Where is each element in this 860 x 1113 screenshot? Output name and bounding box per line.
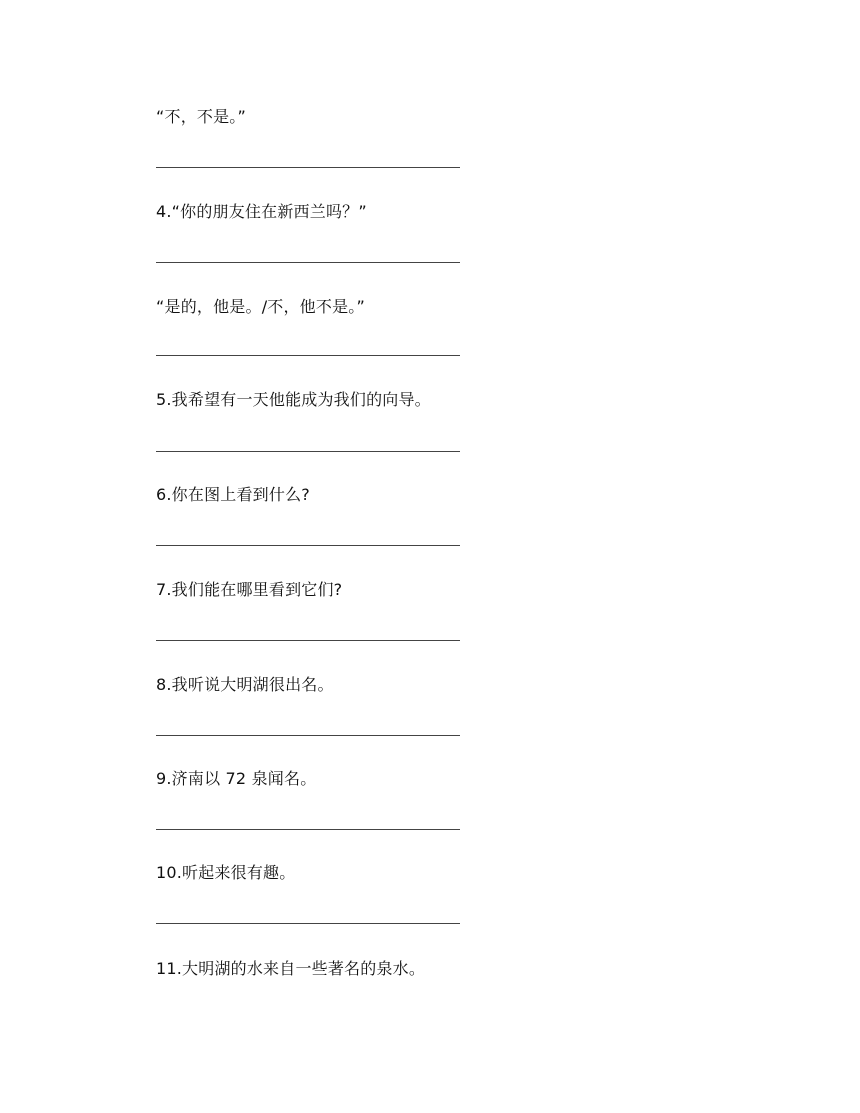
sentence-line-5: 6.你在图上看到什么? bbox=[156, 485, 310, 504]
answer-line-2[interactable] bbox=[156, 262, 460, 263]
sentence-line-7: 8.我听说大明湖很出名。 bbox=[156, 675, 334, 694]
answer-line-9[interactable] bbox=[156, 923, 460, 924]
sentence-line-1: “不，不是。” bbox=[156, 107, 246, 126]
answer-line-1[interactable] bbox=[156, 167, 460, 168]
sentence-line-8: 9.济南以 72 泉闻名。 bbox=[156, 769, 317, 788]
sentence-line-9: 10.听起来很有趣。 bbox=[156, 863, 296, 882]
sentence-line-4: 5.我希望有一天他能成为我们的向导。 bbox=[156, 390, 431, 409]
sentence-line-2: 4.“你的朋友住在新西兰吗？” bbox=[156, 202, 367, 221]
sentence-line-10: 11.大明湖的水来自一些著名的泉水。 bbox=[156, 959, 426, 978]
answer-line-3[interactable] bbox=[156, 355, 460, 356]
answer-line-4[interactable] bbox=[156, 451, 460, 452]
answer-line-7[interactable] bbox=[156, 735, 460, 736]
sentence-line-3: “是的，他是。/不，他不是。” bbox=[156, 297, 365, 316]
sentence-line-6: 7.我们能在哪里看到它们? bbox=[156, 580, 343, 599]
answer-line-8[interactable] bbox=[156, 829, 460, 830]
answer-line-6[interactable] bbox=[156, 640, 460, 641]
answer-line-5[interactable] bbox=[156, 545, 460, 546]
